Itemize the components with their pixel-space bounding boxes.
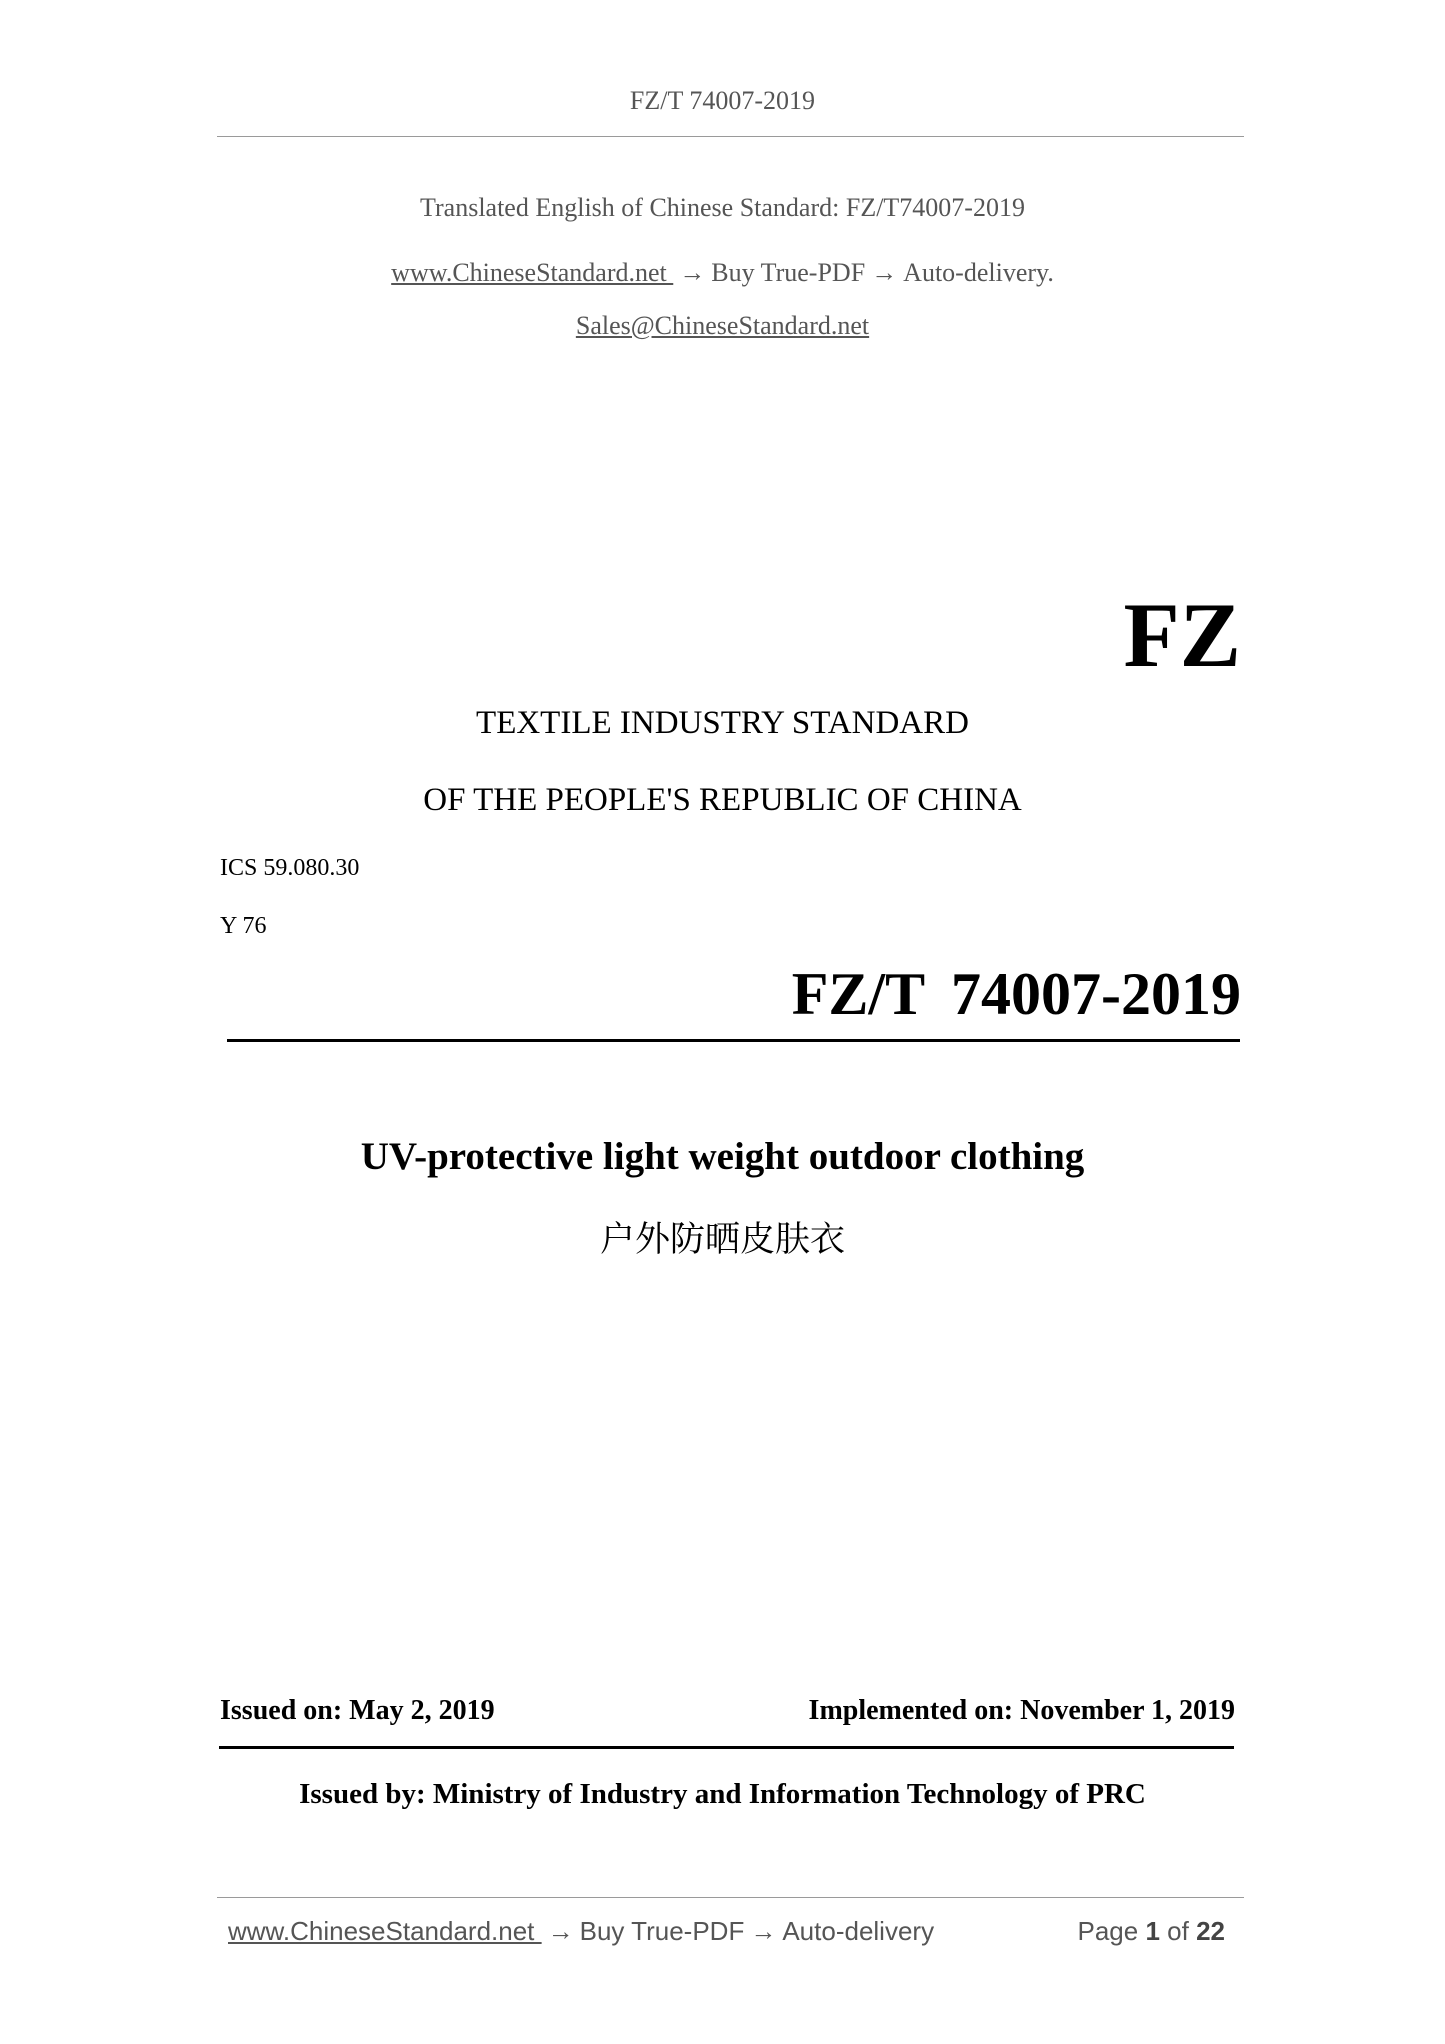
arrow-right-icon: → xyxy=(679,258,706,287)
sales-line xyxy=(0,311,1445,341)
dates-divider xyxy=(219,1746,1234,1749)
page-label: Page xyxy=(1077,1916,1139,1946)
footer-buy-text: Buy True-PDF xyxy=(579,1916,745,1946)
classification-code: Y 76 xyxy=(220,913,267,939)
running-header: FZ/T 74007-2019 xyxy=(629,86,816,115)
header-divider xyxy=(217,136,1244,137)
page-number: 1 xyxy=(1145,1916,1160,1946)
arrow-right-icon: → xyxy=(547,1916,574,1946)
promo-link-line xyxy=(0,258,1445,288)
ics-code: ICS 59.080.30 xyxy=(220,855,360,881)
footer-links xyxy=(228,1916,934,1947)
standard-number: FZ/T 74007-2019 xyxy=(791,961,1241,1027)
footer-site-link[interactable]: www.ChineseStandard.net xyxy=(228,1916,542,1946)
footer-delivery-text: Auto-delivery xyxy=(782,1916,935,1946)
issued-on-date: Issued on: May 2, 2019 xyxy=(220,1695,495,1726)
site-link[interactable]: www.ChineseStandard.net xyxy=(391,258,674,287)
standard-title-line-1: TEXTILE INDUSTRY STANDARD xyxy=(476,705,969,741)
standard-number-divider xyxy=(227,1039,1240,1042)
page-total: 22 xyxy=(1196,1916,1225,1946)
translated-line: Translated English of Chinese Standard: FZ/T74007-2019 xyxy=(420,193,1025,222)
arrow-right-icon: → xyxy=(750,1916,777,1946)
sales-email-link[interactable]: Sales@ChineseStandard.net xyxy=(575,311,870,340)
title-chinese: 户外防晒皮肤衣 xyxy=(599,1220,845,1260)
issued-by: Issued by: Ministry of Industry and Information Technology of PRC xyxy=(299,1778,1146,1810)
page-indicator xyxy=(1077,1916,1225,1947)
fz-mark: FZ xyxy=(1123,584,1241,686)
buy-true-pdf-text: Buy True-PDF xyxy=(711,258,866,287)
arrow-right-icon: → xyxy=(871,258,898,287)
standard-title-line-2: OF THE PEOPLE'S REPUBLIC OF CHINA xyxy=(423,782,1022,818)
title-english: UV-protective light weight outdoor clothing xyxy=(360,1135,1085,1178)
of-label: of xyxy=(1167,1916,1189,1946)
implemented-on-date: Implemented on: November 1, 2019 xyxy=(808,1695,1235,1726)
auto-delivery-text: Auto-delivery. xyxy=(903,258,1054,287)
footer-divider xyxy=(217,1897,1244,1898)
